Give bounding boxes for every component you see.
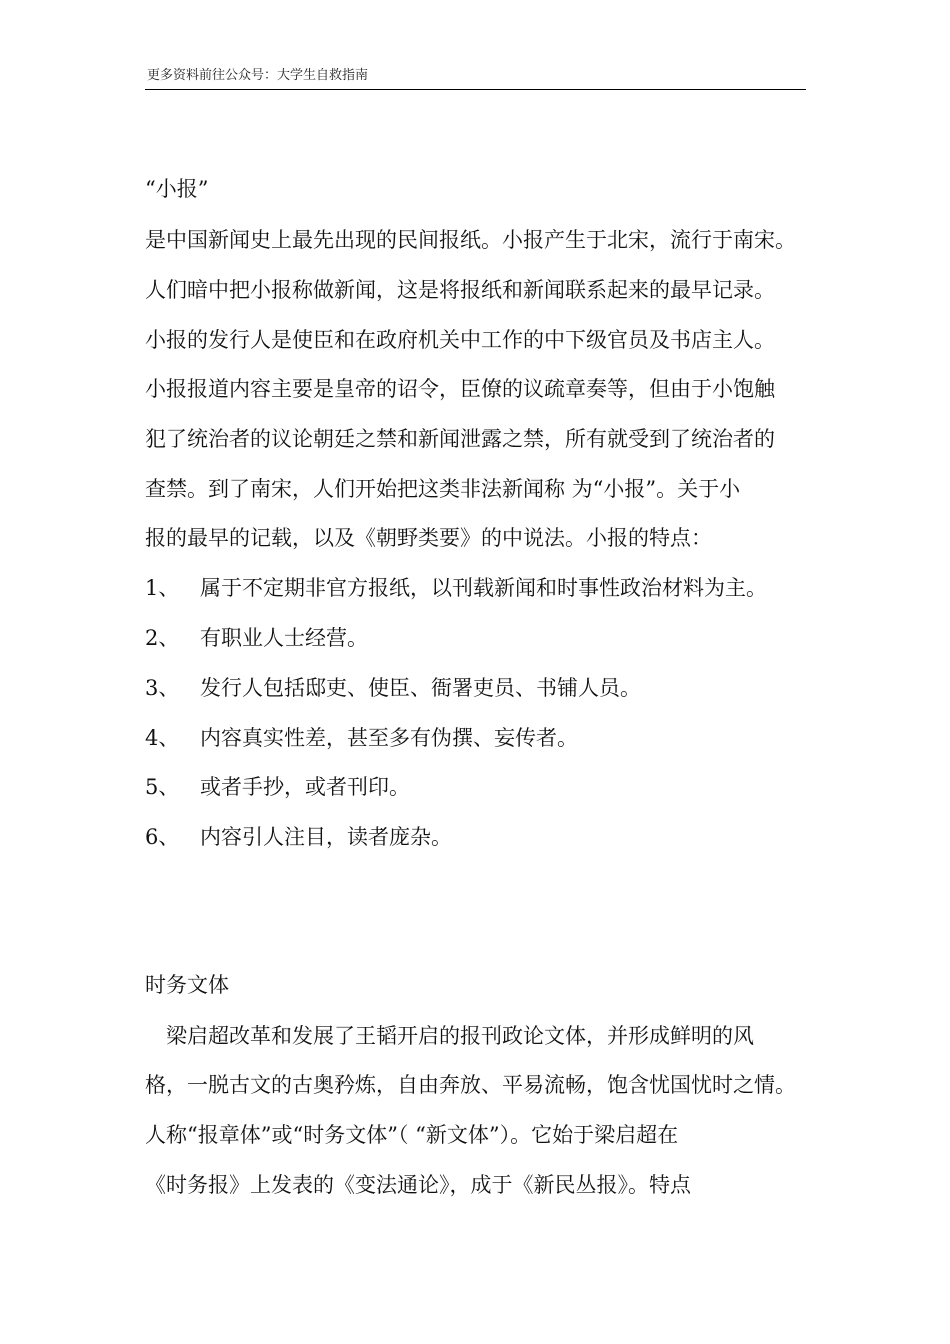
list-item-text: 有职业人士经营。 [200,626,368,650]
paragraph-line: 格，一脱古文的古奥矜炼，自由奔放、平易流畅，饱含忧国忧时之情。 [145,1073,796,1097]
paragraph-line: 查禁。到了南宋，人们开始把这类非法新闻称 为“小报”。关于小 [145,477,741,501]
paragraph-line: 《时务报》上发表的《变法通论》，成于《新民丛报》。特点 [145,1173,691,1197]
section-title-shiwu-wenti: 时务文体 [145,973,229,997]
list-item-number: 5、 [145,775,180,799]
paragraph-line: 报的最早的记载，以及《朝野类要》的中说法。小报的特点： [145,526,712,550]
paragraph-line: 犯了统治者的议论朝廷之禁和新闻泄露之禁，所有就受到了统治者的 [145,427,775,451]
paragraph-line: 是中国新闻史上最先出现的民间报纸。小报产生于北宋，流行于南宋。 [145,228,796,252]
list-item-number: 4、 [145,726,180,750]
list-item-text: 内容真实性差，甚至多有伪撰、妄传者。 [200,726,578,750]
paragraph-line: 梁启超改革和发展了王韬开启的报刊政论文体，并形成鲜明的风 [166,1024,754,1048]
list-item-text: 属于不定期非官方报纸，以刊载新闻和时事性政治材料为主。 [200,576,767,600]
section-title-xiaobao: “小报” [145,177,209,201]
list-item-number: 6、 [145,825,180,849]
paragraph-line: 小报的发行人是使臣和在政府机关中工作的中下级官员及书店主人。 [145,328,775,352]
list-item-number: 3、 [145,676,180,700]
list-item-number: 1、 [145,576,180,600]
paragraph-line: 人们暗中把小报称做新闻，这是将报纸和新闻联系起来的最早记录。 [145,278,775,302]
page-header [145,62,806,90]
header-text: 更多资料前往公众号：大学生自救指南 [147,68,369,83]
list-item-number: 2、 [145,626,180,650]
paragraph-line: 人称“报章体”或“时务文体”（ “新文体”）。它始于梁启超在 [145,1123,679,1147]
list-item-text: 内容引人注目，读者庞杂。 [200,825,452,849]
paragraph-line: 小报报道内容主要是皇帝的诏令，臣僚的议疏章奏等，但由于小饱触 [145,377,775,401]
list-item-text: 发行人包括邸吏、使臣、衙署吏员、书铺人员。 [200,676,641,700]
list-item-text: 或者手抄，或者刊印。 [200,775,410,799]
